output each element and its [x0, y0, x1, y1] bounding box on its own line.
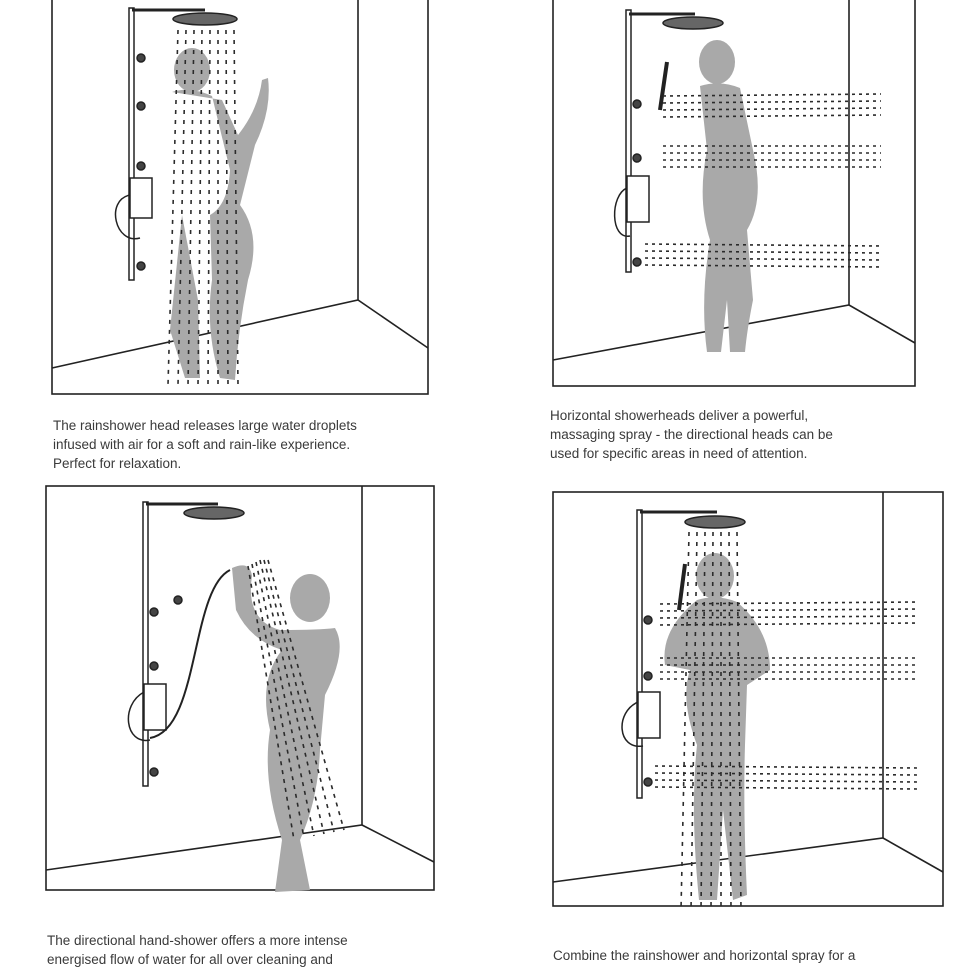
caption-horizontal: Horizontal showerheads deliver a powerful, massaging spray - the directional heads can be used for specific areas in need of attention. — [550, 408, 833, 461]
caption-combined: Combine the rainshower and horizontal spray for a — [553, 948, 856, 963]
caption-rainshower: The rainshower head releases large water droplets infused with air for a soft and rain-like experience. Perfect for relaxation. — [53, 418, 357, 471]
panel-handshower — [0, 480, 485, 971]
floor-line — [553, 838, 943, 882]
floor-line — [46, 825, 434, 870]
horizontal-spray — [645, 94, 881, 267]
shower-column — [128, 502, 244, 786]
panel-horizontal — [485, 0, 970, 480]
panel-rainshower — [0, 0, 485, 480]
person-silhouette — [232, 565, 340, 892]
caption-handshower: The directional hand-shower offers a more intense energised flow of water for all over cleaning and — [47, 933, 348, 967]
handshower-illustration — [0, 480, 485, 971]
person-silhouette — [699, 40, 758, 352]
rainshower-illustration — [0, 0, 485, 480]
panel-combined — [485, 480, 970, 971]
shower-cubicle-frame — [553, 492, 943, 906]
person-silhouette — [170, 48, 269, 380]
shower-cubicle-frame — [46, 486, 434, 890]
combined-illustration — [485, 480, 970, 971]
